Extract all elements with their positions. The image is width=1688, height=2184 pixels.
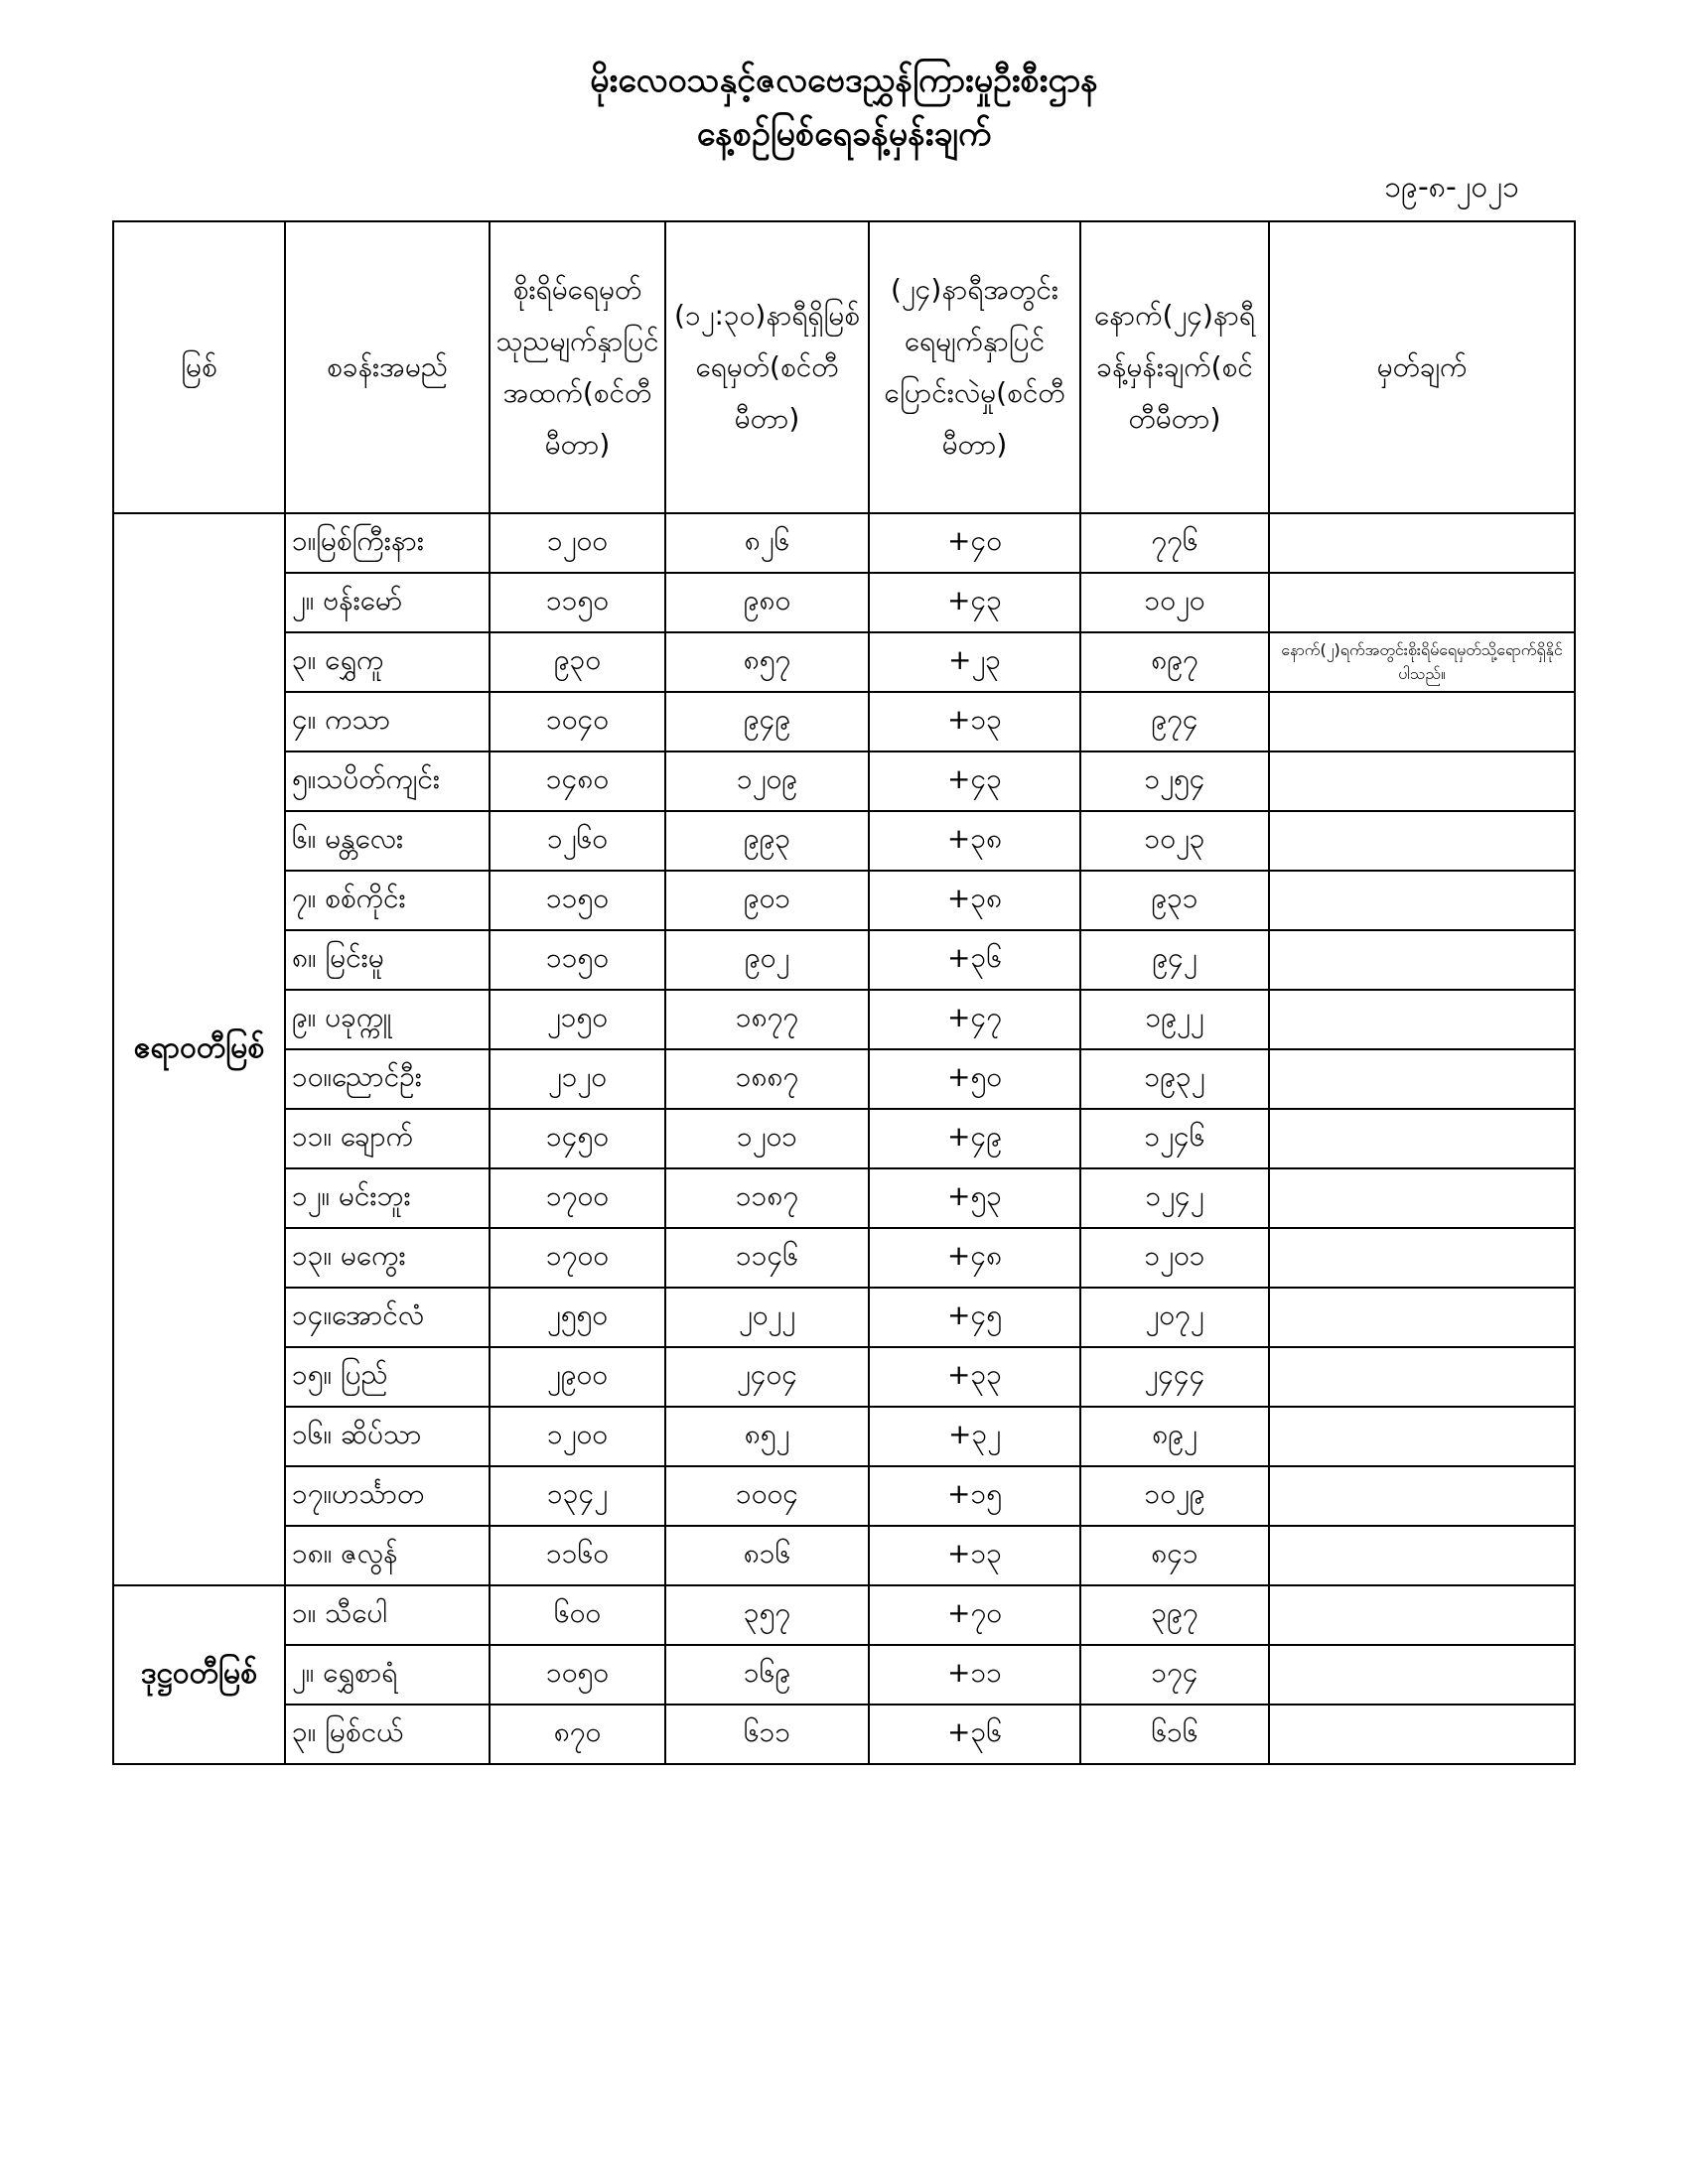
column-header-current-level: (၁၂:၃၀)နာရီရှိမြစ်ရေမှတ်(စင်တီမီတာ) <box>665 221 869 513</box>
station-name-cell: ၂။ ရွှေစာရံ <box>285 1645 490 1705</box>
danger-level-cell: ၁၁၅၀ <box>490 573 665 632</box>
current-level-cell: ၈၁၆ <box>665 1526 869 1585</box>
current-level-cell: ၁၂၀၁ <box>665 1109 869 1168</box>
danger-level-cell: ၂၅၅၀ <box>490 1288 665 1347</box>
station-name-cell: ၃။ ရွှေကူ <box>285 632 490 692</box>
danger-level-cell: ၂၁၂၀ <box>490 1049 665 1109</box>
station-name-cell: ၇။ စစ်ကိုင်း <box>285 871 490 930</box>
change-cell: +၁၃ <box>869 1526 1080 1585</box>
remarks-cell <box>1269 1466 1575 1526</box>
danger-level-cell: ၁၂၀၀ <box>490 513 665 573</box>
danger-level-cell: ၁၂၀၀ <box>490 1407 665 1466</box>
danger-level-cell: ၁၁၅၀ <box>490 930 665 990</box>
remarks-cell <box>1269 573 1575 632</box>
table-row <box>113 811 1575 871</box>
remarks-cell <box>1269 1168 1575 1228</box>
current-level-cell: ၁၁၄၆ <box>665 1228 869 1288</box>
table-row <box>113 573 1575 632</box>
danger-level-cell: ၂၁၅၀ <box>490 990 665 1049</box>
forecast-cell: ၁၀၂၀ <box>1080 573 1269 632</box>
column-header-river: မြစ် <box>113 221 285 513</box>
forecast-cell: ၁၂၄၆ <box>1080 1109 1269 1168</box>
river-name-cell: ဧရာဝတီမြစ် <box>113 513 285 1585</box>
station-name-cell: ၁၃။ မကွေး <box>285 1228 490 1288</box>
table-row <box>113 871 1575 930</box>
remarks-cell <box>1269 1347 1575 1407</box>
danger-level-cell: ၁၁၅၀ <box>490 871 665 930</box>
forecast-cell: ၁၉၂၂ <box>1080 990 1269 1049</box>
forecast-cell: ၃၉၇ <box>1080 1585 1269 1645</box>
report-date: ၁၉-၈-၂၀၂၁ <box>1384 170 1519 205</box>
table-row <box>113 632 1575 692</box>
current-level-cell: ၉၀၂ <box>665 930 869 990</box>
change-cell: +၂၃ <box>869 632 1080 692</box>
danger-level-cell: ၂၉၀၀ <box>490 1347 665 1407</box>
remarks-cell <box>1269 1705 1575 1764</box>
forecast-cell: ၈၄၁ <box>1080 1526 1269 1585</box>
station-name-cell: ၈။ မြင်းမူ <box>285 930 490 990</box>
table-row <box>113 1645 1575 1705</box>
forecast-cell: ၆၁၆ <box>1080 1705 1269 1764</box>
change-cell: +၄၉ <box>869 1109 1080 1168</box>
change-cell: +၁၁ <box>869 1645 1080 1705</box>
station-name-cell: ၅။သပိတ်ကျင်း <box>285 751 490 811</box>
current-level-cell: ၃၅၇ <box>665 1585 869 1645</box>
forecast-cell: ၁၂၄၂ <box>1080 1168 1269 1228</box>
forecast-cell: ၉၃၁ <box>1080 871 1269 930</box>
table-row <box>113 1109 1575 1168</box>
station-name-cell: ၉။ ပခုက္ကူ <box>285 990 490 1049</box>
current-level-cell: ၆၁၁ <box>665 1705 869 1764</box>
change-cell: +၄၃ <box>869 751 1080 811</box>
forecast-cell: ၉၄၂ <box>1080 930 1269 990</box>
danger-level-cell: ၁၂၆၀ <box>490 811 665 871</box>
change-cell: +၄၅ <box>869 1288 1080 1347</box>
current-level-cell: ၈၅၇ <box>665 632 869 692</box>
change-cell: +၃၃ <box>869 1347 1080 1407</box>
current-level-cell: ၉၈၀ <box>665 573 869 632</box>
forecast-cell: ၁၉၃၂ <box>1080 1049 1269 1109</box>
table-row <box>113 1526 1575 1585</box>
danger-level-cell: ၁၀၅၀ <box>490 1645 665 1705</box>
column-header-station: စခန်းအမည် <box>285 221 490 513</box>
danger-level-cell: ၉၃၀ <box>490 632 665 692</box>
change-cell: +၅၃ <box>869 1168 1080 1228</box>
column-header-danger-level: စိုးရိမ်ရေမှတ်သုညမျက်နှာပြင်အထက်(စင်တီမီတာ) <box>490 221 665 513</box>
column-header-24h-change: (၂၄)နာရီအတွင်းရေမျက်နှာပြင်ပြောင်းလဲမှု(စင်တီမီတာ) <box>869 221 1080 513</box>
change-cell: +၇၀ <box>869 1585 1080 1645</box>
header-row <box>113 221 1575 513</box>
page-title: မိုးလေဝသနှင့်ဇလဗေဒညွှန်ကြားမှုဦးစီးဌာန <box>590 61 1098 100</box>
remarks-cell: နောက်(၂)ရက်အတွင်းစိုးရိမ်ရေမှတ်သို့ရောက်ရှိနိုင်ပါသည်။ <box>1269 632 1575 692</box>
danger-level-cell: ၁၃၄၂ <box>490 1466 665 1526</box>
current-level-cell: ၉၉၃ <box>665 811 869 871</box>
table-row <box>113 1705 1575 1764</box>
current-level-cell: ၁၆၉ <box>665 1645 869 1705</box>
current-level-cell: ၁၂၀၉ <box>665 751 869 811</box>
current-level-cell: ၁၈၇၇ <box>665 990 869 1049</box>
change-cell: +၃၆ <box>869 1705 1080 1764</box>
table-row <box>113 1466 1575 1526</box>
change-cell: +၄၃ <box>869 573 1080 632</box>
current-level-cell: ၈၅၂ <box>665 1407 869 1466</box>
danger-level-cell: ၁၁၆၀ <box>490 1526 665 1585</box>
remarks-cell <box>1269 751 1575 811</box>
change-cell: +၃၂ <box>869 1407 1080 1466</box>
station-name-cell: ၁၄။အောင်လံ <box>285 1288 490 1347</box>
change-cell: +၃၈ <box>869 811 1080 871</box>
remarks-cell <box>1269 1407 1575 1466</box>
station-name-cell: ၃။ မြစ်ငယ် <box>285 1705 490 1764</box>
forecast-cell: ၂၄၄၄ <box>1080 1347 1269 1407</box>
table-row <box>113 513 1575 573</box>
remarks-cell <box>1269 1585 1575 1645</box>
table-row <box>113 1228 1575 1288</box>
change-cell: +၁၃ <box>869 692 1080 751</box>
table-row <box>113 1347 1575 1407</box>
station-name-cell: ၁၁။ ချောက် <box>285 1109 490 1168</box>
danger-level-cell: ၁၇၀၀ <box>490 1168 665 1228</box>
station-name-cell: ၁။ သီပေါ <box>285 1585 490 1645</box>
current-level-cell: ၂၀၂၂ <box>665 1288 869 1347</box>
forecast-cell: ၈၉၇ <box>1080 632 1269 692</box>
remarks-cell <box>1269 811 1575 871</box>
table-row <box>113 1049 1575 1109</box>
station-name-cell: ၁။မြစ်ကြီးနား <box>285 513 490 573</box>
station-name-cell: ၁၂။ မင်းဘူး <box>285 1168 490 1228</box>
current-level-cell: ၉၄၉ <box>665 692 869 751</box>
change-cell: +၄၀ <box>869 513 1080 573</box>
change-cell: +၃၈ <box>869 871 1080 930</box>
forecast-cell: ၉၇၄ <box>1080 692 1269 751</box>
station-name-cell: ၁၇။ဟင်္သာတ <box>285 1466 490 1526</box>
change-cell: +၃၆ <box>869 930 1080 990</box>
change-cell: +၄၇ <box>869 990 1080 1049</box>
danger-level-cell: ၈၇၀ <box>490 1705 665 1764</box>
change-cell: +၅၀ <box>869 1049 1080 1109</box>
station-name-cell: ၄။ ကသာ <box>285 692 490 751</box>
station-name-cell: ၆။ မန္တလေး <box>285 811 490 871</box>
table-row <box>113 692 1575 751</box>
forecast-cell: ၁၂၅၄ <box>1080 751 1269 811</box>
table-row <box>113 930 1575 990</box>
river-forecast-table <box>112 220 1576 1765</box>
remarks-cell <box>1269 1288 1575 1347</box>
danger-level-cell: ၁၀၄၀ <box>490 692 665 751</box>
station-name-cell: ၂။ ဗန်းမော် <box>285 573 490 632</box>
current-level-cell: ၁၀၀၄ <box>665 1466 869 1526</box>
table-row <box>113 1585 1575 1645</box>
danger-level-cell: ၆၀၀ <box>490 1585 665 1645</box>
remarks-cell <box>1269 1049 1575 1109</box>
station-name-cell: ၁၀။ညောင်ဦး <box>285 1049 490 1109</box>
current-level-cell: ၈၂၆ <box>665 513 869 573</box>
current-level-cell: ၉၀၁ <box>665 871 869 930</box>
table-row <box>113 1288 1575 1347</box>
table-row <box>113 751 1575 811</box>
danger-level-cell: ၁၄၈၀ <box>490 751 665 811</box>
table-row <box>113 990 1575 1049</box>
river-name-cell: ဒုဋ္ဌဝတီမြစ် <box>113 1585 285 1764</box>
change-cell: +၄၈ <box>869 1228 1080 1288</box>
current-level-cell: ၁၈၈၇ <box>665 1049 869 1109</box>
current-level-cell: ၂၄၀၄ <box>665 1347 869 1407</box>
station-name-cell: ၁၈။ ဇလွန် <box>285 1526 490 1585</box>
station-name-cell: ၁၅။ ပြည် <box>285 1347 490 1407</box>
remarks-cell <box>1269 1109 1575 1168</box>
remarks-cell <box>1269 871 1575 930</box>
change-cell: +၁၅ <box>869 1466 1080 1526</box>
remarks-cell <box>1269 930 1575 990</box>
column-header-remarks: မှတ်ချက် <box>1269 221 1575 513</box>
forecast-cell: ၇၇၆ <box>1080 513 1269 573</box>
column-header-forecast: နောက်(၂၄)နာရီခန့်မှန်းချက်(စင်တီမီတာ) <box>1080 221 1269 513</box>
forecast-cell: ၈၉၂ <box>1080 1407 1269 1466</box>
table-row <box>113 1168 1575 1228</box>
remarks-cell <box>1269 692 1575 751</box>
danger-level-cell: ၁၄၅၀ <box>490 1109 665 1168</box>
forecast-cell: ၂၀၇၂ <box>1080 1288 1269 1347</box>
remarks-cell <box>1269 1526 1575 1585</box>
forecast-cell: ၁၀၂၃ <box>1080 811 1269 871</box>
remarks-cell <box>1269 1645 1575 1705</box>
forecast-cell: ၁၀၂၉ <box>1080 1466 1269 1526</box>
table-row <box>113 1407 1575 1466</box>
remarks-cell <box>1269 1228 1575 1288</box>
forecast-cell: ၁၂၀၁ <box>1080 1228 1269 1288</box>
danger-level-cell: ၁၇၀၀ <box>490 1228 665 1288</box>
table-body <box>113 513 1575 1764</box>
remarks-cell <box>1269 990 1575 1049</box>
remarks-cell <box>1269 513 1575 573</box>
page-subtitle: နေ့စဉ်မြစ်ရေခန့်မှန်းချက် <box>696 114 992 154</box>
forecast-cell: ၁၇၄ <box>1080 1645 1269 1705</box>
station-name-cell: ၁၆။ ဆိပ်သာ <box>285 1407 490 1466</box>
current-level-cell: ၁၁၈၇ <box>665 1168 869 1228</box>
